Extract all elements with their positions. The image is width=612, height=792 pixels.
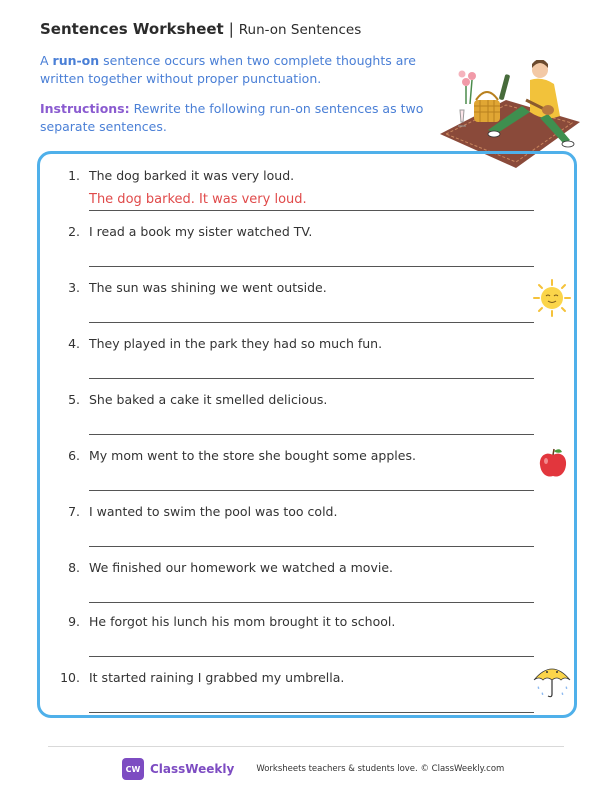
item-number: 9. bbox=[68, 614, 80, 629]
exercise-item-1 bbox=[40, 154, 574, 210]
exercise-item-5 bbox=[40, 378, 574, 434]
worksheet-title: Sentences Worksheet bbox=[40, 20, 224, 38]
exercise-item-8 bbox=[40, 546, 574, 602]
item-number: 3. bbox=[68, 280, 80, 295]
item-number: 2. bbox=[68, 224, 80, 239]
intro-prefix: A bbox=[40, 53, 53, 68]
instructions-paragraph bbox=[40, 100, 440, 136]
intro-paragraph bbox=[40, 52, 440, 88]
item-sentence: The dog barked it was very loud. bbox=[89, 168, 295, 183]
footer-divider bbox=[48, 746, 564, 747]
exercise-item-7 bbox=[40, 490, 574, 546]
item-sentence: The sun was shining we went outside. bbox=[89, 280, 327, 295]
answer-line[interactable] bbox=[89, 712, 534, 713]
exercise-item-3 bbox=[40, 266, 574, 322]
item-number: 7. bbox=[68, 504, 80, 519]
item-number: 4. bbox=[68, 336, 80, 351]
item-sentence: They played in the park they had so much fun. bbox=[89, 336, 383, 351]
classweekly-logo-icon: CW bbox=[122, 758, 144, 780]
exercise-item-9 bbox=[40, 600, 574, 656]
instructions-text: Rewrite the following run-on sentences as two separate sentences. bbox=[40, 101, 424, 134]
intro-term: run-on bbox=[52, 53, 100, 68]
item-number: 5. bbox=[68, 392, 80, 407]
exercise-box bbox=[37, 151, 577, 718]
intro-rest: sentence occurs when two complete thoughts are written together without proper punctuation. bbox=[40, 53, 416, 86]
item-number: 8. bbox=[68, 560, 80, 575]
item-number: 10. bbox=[60, 670, 80, 685]
brand-name: ClassWeekly bbox=[150, 762, 235, 776]
footer-tagline: Worksheets teachers & students love. © ClassWeekly.com bbox=[256, 764, 505, 774]
item-sentence: It started raining I grabbed my umbrella. bbox=[89, 670, 345, 685]
item-sentence: He forgot his lunch his mom brought it to school. bbox=[89, 614, 396, 629]
exercise-item-6 bbox=[40, 434, 574, 490]
example-answer: The dog barked. It was very loud. bbox=[89, 192, 307, 207]
item-number: 6. bbox=[68, 448, 80, 463]
item-sentence: We finished our homework we watched a movie. bbox=[89, 560, 393, 575]
exercise-item-10 bbox=[40, 656, 574, 712]
item-number: 1. bbox=[68, 168, 80, 183]
item-sentence: She baked a cake it smelled delicious. bbox=[89, 392, 328, 407]
sun-icon bbox=[532, 278, 572, 318]
worksheet-subtitle: Run-on Sentences bbox=[238, 22, 362, 38]
exercise-item-4 bbox=[40, 322, 574, 378]
umbrella-icon bbox=[530, 662, 574, 702]
exercise-item-2 bbox=[40, 210, 574, 266]
item-sentence: My mom went to the store she bought some apples. bbox=[89, 448, 416, 463]
footer bbox=[122, 757, 504, 781]
title-separator: | bbox=[228, 20, 234, 38]
page-title bbox=[40, 20, 361, 38]
apple-icon bbox=[536, 446, 570, 480]
item-sentence: I read a book my sister watched TV. bbox=[89, 224, 313, 239]
item-sentence: I wanted to swim the pool was too cold. bbox=[89, 504, 338, 519]
instructions-label: Instructions: bbox=[40, 101, 130, 116]
